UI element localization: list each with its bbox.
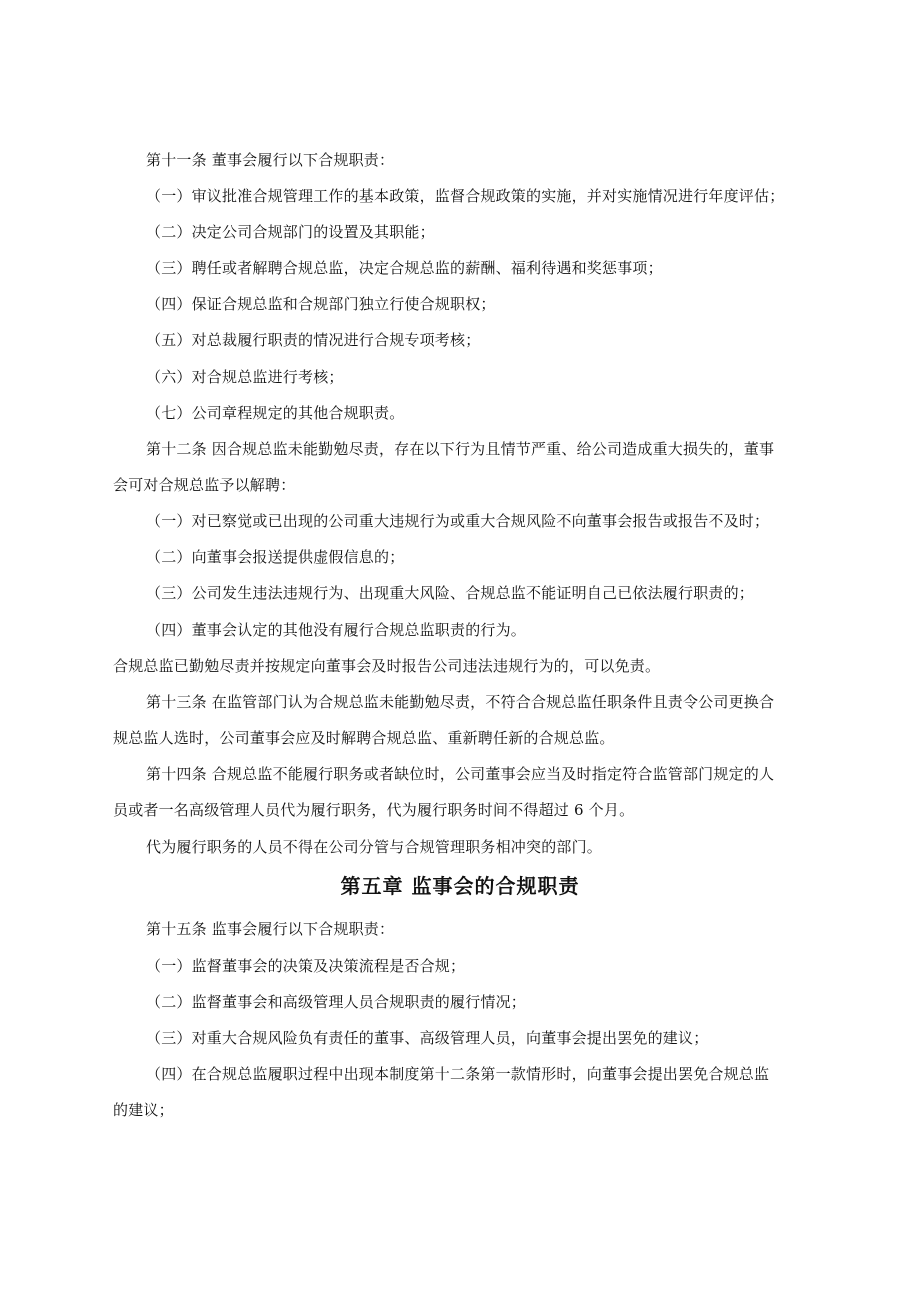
article-14-note: 代为履行职务的人员不得在公司分管与合规管理职务相冲突的部门。 — [146, 838, 603, 856]
article-12-line-2: 会可对合规总监予以解聘： — [113, 476, 296, 494]
article-14-line-2: 员或者一名高级管理人员代为履行职务，代为履行职务时间不得超过 6 个月。 — [113, 801, 635, 819]
article-15-item-3: （三）对重大合规风险负有责任的董事、高级管理人员，向董事会提出罢免的建议； — [146, 1029, 709, 1047]
article-11-item-7: （七）公司章程规定的其他合规职责。 — [146, 404, 405, 422]
article-14-line-1: 第十四条 合规总监不能履行职务或者缺位时，公司董事会应当及时指定符合监管部门规定的人 — [146, 765, 775, 783]
article-11-item-2: （二）决定公司合规部门的设置及其职能； — [146, 223, 435, 241]
article-15-item-1: （一）监督董事会的决策及决策流程是否合规； — [146, 957, 466, 975]
article-13-line-1: 第十三条 在监管部门认为合规总监未能勤勉尽责，不符合合规总监任职条件且责令公司更换合 — [146, 693, 775, 711]
article-11-item-4: （四）保证合规总监和合规部门独立行使合规职权； — [146, 295, 496, 313]
article-15-item-2: （二）监督董事会和高级管理人员合规职责的履行情况； — [146, 993, 527, 1011]
article-11-item-5: （五）对总裁履行职责的情况进行合规专项考核； — [146, 331, 481, 349]
article-15-title: 第十五条 监事会履行以下合规职责： — [146, 920, 395, 938]
article-12-item-2: （二）向董事会报送提供虚假信息的； — [146, 548, 405, 566]
article-13-line-2: 规总监人选时，公司董事会应及时解聘合规总监、重新聘任新的合规总监。 — [113, 729, 615, 747]
article-15-item-4-line-1: （四）在合规总监履职过程中出现本制度第十二条第一款情形时，向董事会提出罢免合规总监 — [146, 1065, 770, 1083]
chapter-heading: 第五章 监事会的合规职责 — [340, 874, 580, 898]
article-12-item-4: （四）董事会认定的其他没有履行合规总监职责的行为。 — [146, 621, 527, 639]
article-12-note: 合规总监已勤勉尽责并按规定向董事会及时报告公司违法违规行为的，可以免责。 — [113, 657, 661, 675]
article-12-item-3: （三）公司发生违法违规行为、出现重大风险、合规总监不能证明自己已依法履行职责的； — [146, 584, 755, 602]
article-12-line-1: 第十二条 因合规总监未能勤勉尽责，存在以下行为且情节严重、给公司造成重大损失的，董事 — [146, 440, 775, 458]
article-12-item-1: （一）对已察觉或已出现的公司重大违规行为或重大合规风险不向董事会报告或报告不及时； — [146, 512, 770, 530]
article-11-item-1: （一）审议批准合规管理工作的基本政策，监督合规政策的实施，并对实施情况进行年度评估； — [146, 187, 785, 205]
article-11-item-6: （六）对合规总监进行考核； — [146, 368, 344, 386]
article-11-title: 第十一条 董事会履行以下合规职责： — [146, 151, 395, 169]
article-15-item-4-line-2: 的建议； — [113, 1101, 174, 1119]
article-11-item-3: （三）聘任或者解聘合规总监，决定合规总监的薪酬、福利待遇和奖惩事项； — [146, 259, 663, 277]
